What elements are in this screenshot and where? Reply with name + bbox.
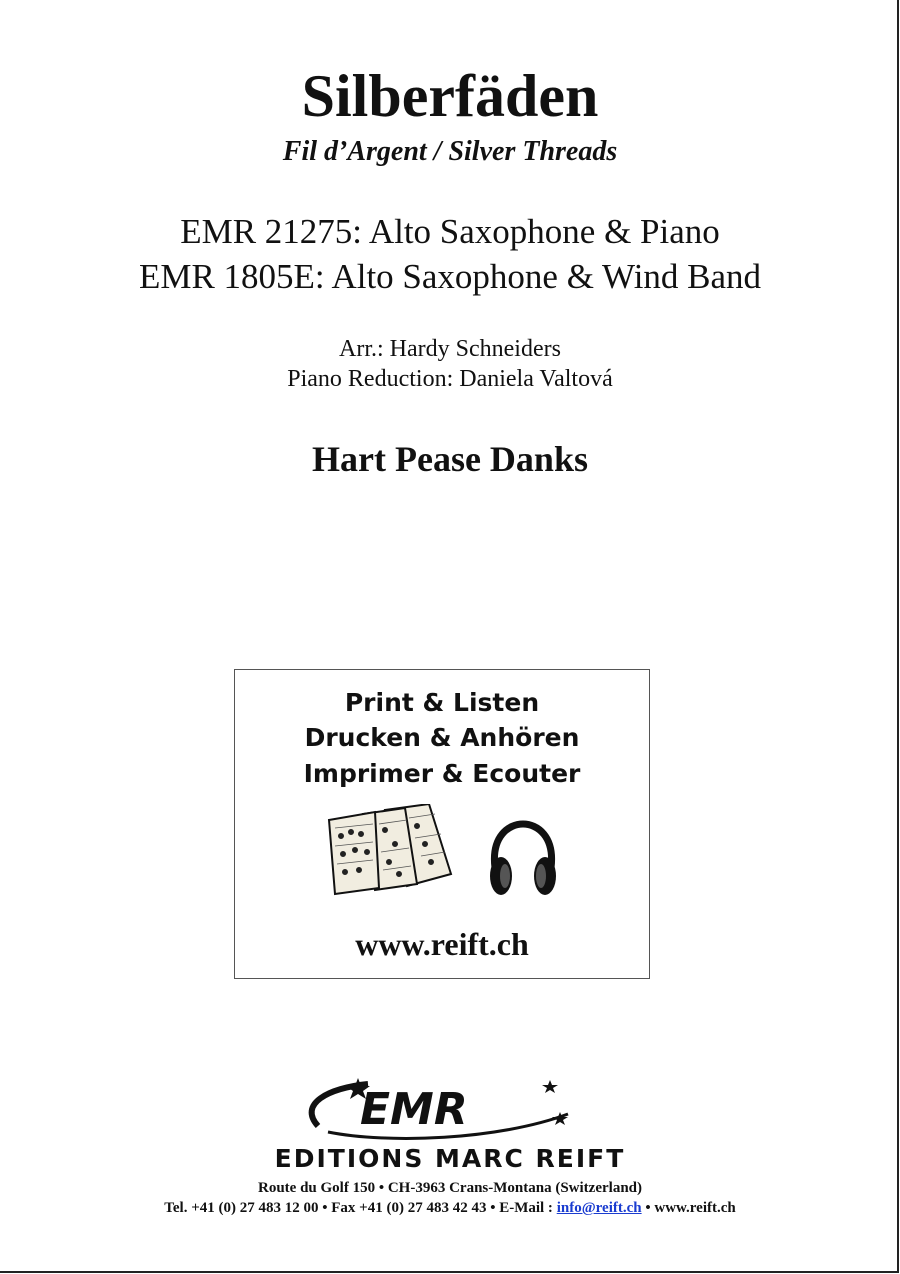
emr-logo bbox=[298, 1074, 598, 1144]
promo-line: Imprimer & Ecouter bbox=[303, 759, 581, 788]
publisher-name: EDITIONS MARC REIFT bbox=[274, 1144, 626, 1173]
promo-line: Drucken & Anhören bbox=[304, 723, 580, 752]
email-link[interactable]: info@reift.ch bbox=[556, 1200, 642, 1216]
contact-phone-fax: Tel. +41 (0) 27 483 12 00 • Fax +41 (0) 27 483 42 43 • E-Mail : bbox=[164, 1200, 557, 1216]
publisher-address: Route du Golf 150 • CH-3963 Crans-Montana (Switzerland) bbox=[258, 1180, 642, 1196]
svg-text:EMR: EMR bbox=[360, 1084, 468, 1135]
arranger: Arr.: Hardy Schneiders bbox=[339, 336, 561, 362]
composer: Hart Pease Danks bbox=[312, 439, 588, 479]
edition-line: EMR 1805E: Alto Saxophone & Wind Band bbox=[138, 257, 762, 296]
piano-reduction: Piano Reduction: Daniela Valtová bbox=[287, 366, 613, 392]
edition-line: EMR 21275: Alto Saxophone & Piano bbox=[180, 212, 720, 251]
print-listen-box bbox=[234, 669, 650, 979]
page-title: Silberfäden bbox=[301, 63, 599, 129]
publisher-contact bbox=[0, 1200, 900, 1217]
promo-line: Print & Listen bbox=[344, 688, 540, 717]
subtitle: Fil d’Argent / Silver Threads bbox=[282, 136, 618, 167]
sheet-music-icon bbox=[327, 804, 457, 896]
headphones-icon bbox=[487, 820, 559, 900]
contact-website: • www.reift.ch bbox=[641, 1200, 736, 1216]
box-url[interactable]: www.reift.ch bbox=[355, 926, 529, 962]
